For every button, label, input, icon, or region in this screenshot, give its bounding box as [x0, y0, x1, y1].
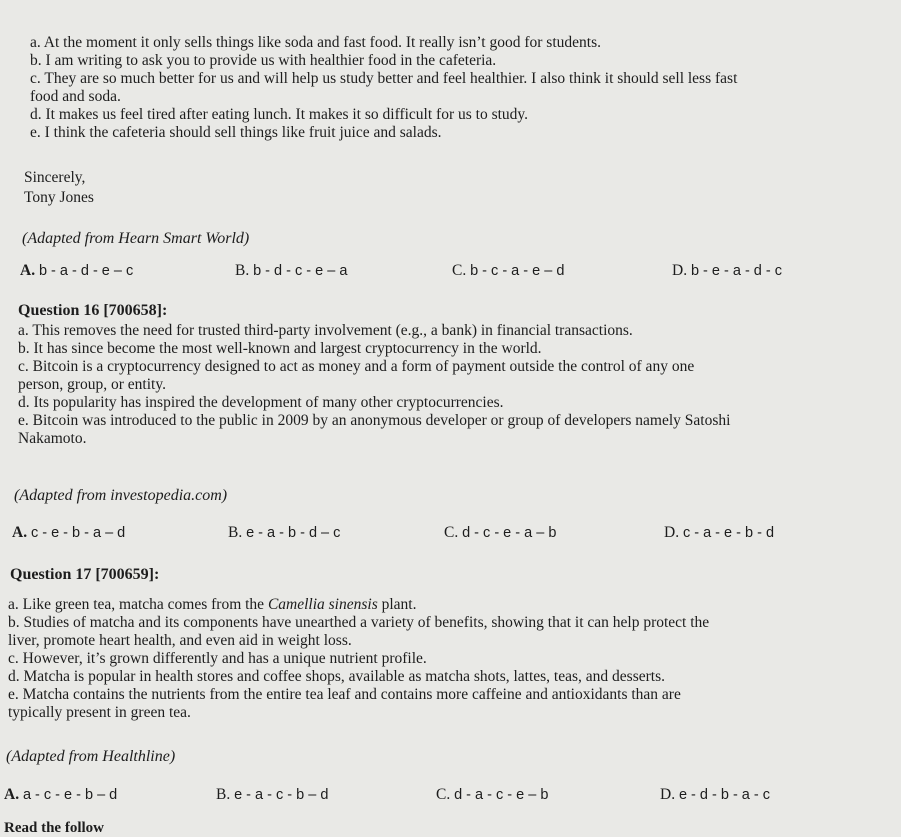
q15-item-d: d. It makes us feel tired after eating lunch. It makes it so difficult for us to study.	[30, 106, 529, 123]
q16-option-a[interactable]: A. c - e - b - a – d	[12, 524, 126, 541]
q17-item-b: b. Studies of matcha and its components have unearthed a variety of benefits, showing that it can help protect the	[8, 614, 710, 631]
q16-option-c[interactable]: C. d - c - e - a – b	[444, 524, 557, 541]
q15-option-a[interactable]: A. b - a - d - e – c	[20, 262, 134, 279]
q16-title: Question 16 [700658]:	[18, 302, 168, 319]
q17-option-a[interactable]: A. a - c - e - b – d	[4, 786, 118, 803]
q17-sentences	[8, 596, 871, 722]
q15-source: (Adapted from Hearn Smart World)	[22, 230, 250, 247]
letter-signature: Tony Jones	[24, 189, 94, 206]
q15-item-a: a. At the moment it only sells things like soda and fast food. It really isn’t good for students.	[30, 34, 601, 51]
q15-item-c-cont: food and soda.	[30, 88, 121, 105]
q17-item-a: a. Like green tea, matcha comes from the Camellia sinensis plant.	[8, 596, 417, 613]
q15-option-b[interactable]: B. b - d - c - e – a	[235, 262, 348, 279]
q15-item-b: b. I am writing to ask you to provide us with healthier food in the cafeteria.	[30, 52, 497, 69]
letter-closing: Sincerely,	[24, 169, 86, 186]
q17-options	[0, 786, 901, 808]
q17-item-c: c. However, it’s grown differently and has a unique nutrient profile.	[8, 650, 427, 667]
q15-option-d[interactable]: D. b - e - a - d - c	[672, 262, 783, 279]
q16-item-d: d. Its popularity has inspired the development of many other cryptocurrencies.	[18, 394, 504, 411]
q15-option-c[interactable]: C. b - c - a - e – d	[452, 262, 565, 279]
q16-item-c: c. Bitcoin is a cryptocurrency designed to act as money and a form of payment outside the control of any one	[18, 358, 695, 375]
q15-item-c: c. They are so much better for us and will help us study better and feel healthier. I also think it should sell less fast	[30, 70, 738, 87]
q16-item-a: a. This removes the need for trusted third-party involvement (e.g., a bank) in financial transactions.	[18, 322, 633, 339]
q17-option-d[interactable]: D. e - d - b - a - c	[660, 786, 771, 803]
q17-species-name: Camellia sinensis	[267, 596, 378, 613]
q15-closing	[24, 169, 871, 207]
q17-option-c[interactable]: C. d - a - c - e – b	[436, 786, 549, 803]
q16-option-d[interactable]: D. c - a - e - b - d	[664, 524, 775, 541]
q17-item-d: d. Matcha is popular in health stores and coffee shops, available as matcha shots, lattes, teas, and desserts.	[8, 668, 665, 685]
q16-item-e-cont: Nakamoto.	[18, 430, 87, 447]
q17-item-e: e. Matcha contains the nutrients from the entire tea leaf and contains more caffeine and antioxidants than are	[8, 686, 681, 703]
q16-item-c-cont: person, group, or entity.	[18, 376, 166, 393]
q16-source: (Adapted from investopedia.com)	[14, 487, 228, 504]
q17-title: Question 17 [700659]:	[10, 566, 160, 583]
next-section-heading-cutoff: Read the follow	[4, 820, 104, 836]
q17-item-e-cont: typically present in green tea.	[8, 704, 191, 721]
q15-sentences	[30, 34, 871, 142]
q17-source: (Adapted from Healthline)	[6, 748, 176, 765]
q17-item-b-cont: liver, promote heart health, and even aid in weight loss.	[8, 632, 352, 649]
q16-item-e: e. Bitcoin was introduced to the public in 2009 by an anonymous developer or group of developers namely Satoshi	[18, 412, 731, 429]
q17-option-b[interactable]: B. e - a - c - b – d	[216, 786, 329, 803]
q15-item-e: e. I think the cafeteria should sell things like fruit juice and salads.	[30, 124, 442, 141]
q16-option-b[interactable]: B. e - a - b - d – c	[228, 524, 341, 541]
q16-item-b: b. It has since become the most well-known and largest cryptocurrency in the world.	[18, 340, 542, 357]
q15-options	[0, 262, 901, 284]
q16-sentences	[18, 322, 871, 448]
q16-options	[0, 524, 901, 546]
